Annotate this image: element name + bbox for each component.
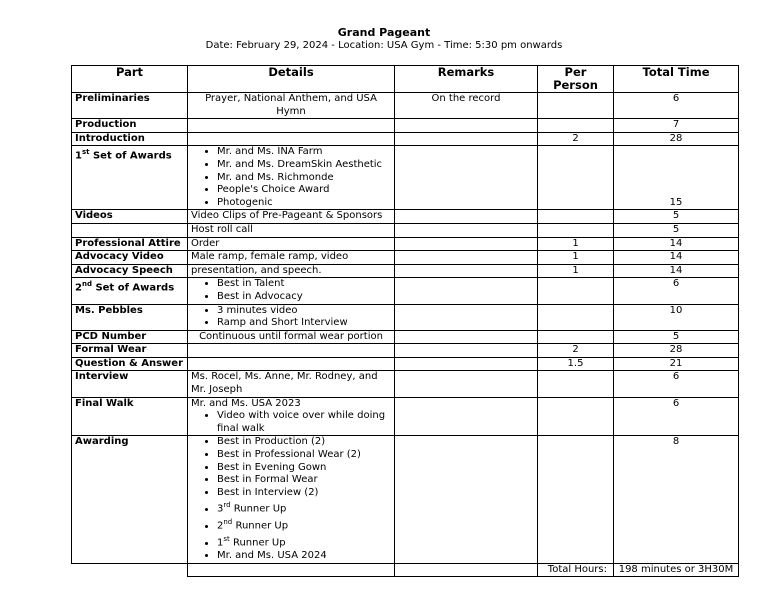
list-item: • Mr. and Ms. DreamSkin Aesthetic <box>217 159 391 172</box>
row-details <box>188 119 395 133</box>
row-remarks <box>395 223 538 237</box>
details-list <box>191 436 391 562</box>
row-remarks <box>395 371 538 397</box>
row-remarks: On the record <box>395 93 538 119</box>
table-row <box>72 278 739 304</box>
table-row <box>72 132 739 146</box>
details-text: Video Clips of Pre-Pageant & Sponsors <box>191 210 383 222</box>
row-remarks <box>395 251 538 265</box>
total-hours-label: Total Hours: <box>538 563 614 577</box>
row-details <box>188 237 395 251</box>
list-item: • Mr. and Ms. USA 2024 <box>217 550 391 563</box>
row-remarks <box>395 146 538 210</box>
row-details <box>188 223 395 237</box>
row-part: Formal Wear <box>72 344 188 358</box>
row-total-time: 6 <box>614 397 739 436</box>
table-row <box>72 251 739 265</box>
row-details <box>188 304 395 330</box>
table-row <box>72 304 739 330</box>
details-text: Continuous until formal wear portion <box>199 330 383 342</box>
row-part: Production <box>72 119 188 133</box>
row-total-time: 8 <box>614 436 739 563</box>
table-row <box>72 210 739 224</box>
row-remarks <box>395 132 538 146</box>
row-total-time: 6 <box>614 278 739 304</box>
row-total-time: 14 <box>614 251 739 265</box>
row-total-time: 6 <box>614 93 739 119</box>
document-subtitle: Date: February 29, 2024 - Location: USA Gym - Time: 5:30 pm onwards <box>205 40 563 51</box>
row-total-time: 6 <box>614 371 739 397</box>
table-row <box>72 93 739 119</box>
row-part: Question & Answer <box>72 357 188 371</box>
details-list <box>191 146 391 209</box>
row-details <box>188 278 395 304</box>
list-item: • Best in Production (2) <box>217 436 391 449</box>
row-details <box>188 330 395 344</box>
row-details <box>188 436 395 563</box>
table-header-row <box>72 66 739 93</box>
row-total-time: 28 <box>614 344 739 358</box>
row-remarks <box>395 330 538 344</box>
row-details <box>188 210 395 224</box>
list-item: • 2nd Runner Up <box>217 516 391 533</box>
row-part: 2nd Set of Awards <box>72 278 188 304</box>
row-remarks <box>395 264 538 278</box>
row-part: Introduction <box>72 132 188 146</box>
details-text: presentation, and speech. <box>191 264 322 276</box>
table-row <box>72 223 739 237</box>
details-text: Male ramp, female ramp, video <box>191 251 349 263</box>
details-text: Order <box>191 237 220 249</box>
row-per-person <box>538 93 614 119</box>
row-details <box>188 357 395 371</box>
row-details <box>188 371 395 397</box>
column-header-per-person: Per Person <box>538 66 614 93</box>
list-item: • Best in Evening Gown <box>217 462 391 475</box>
document-title: Grand Pageant <box>337 26 431 39</box>
list-item: • Best in Interview (2) <box>217 487 391 500</box>
row-per-person <box>538 278 614 304</box>
row-total-time: 5 <box>614 223 739 237</box>
row-details <box>188 344 395 358</box>
row-part: Interview <box>72 371 188 397</box>
table-row <box>72 146 739 210</box>
details-text: Host roll call <box>191 223 253 235</box>
list-item: • Best in Formal Wear <box>217 474 391 487</box>
row-details <box>188 397 395 436</box>
details-list <box>191 278 391 303</box>
list-item: • Mr. and Ms. INA Farm <box>217 146 391 159</box>
row-total-time: 28 <box>614 132 739 146</box>
row-part: Awarding <box>72 436 188 563</box>
total-empty-cell <box>72 563 188 577</box>
row-part: Ms. Pebbles <box>72 304 188 330</box>
table-row <box>72 330 739 344</box>
row-part: 1st Set of Awards <box>72 146 188 210</box>
list-item: • Best in Professional Wear (2) <box>217 449 391 462</box>
row-part: Advocacy Video <box>72 251 188 265</box>
row-remarks <box>395 357 538 371</box>
details-list <box>191 410 391 435</box>
row-per-person: 2 <box>538 344 614 358</box>
row-details <box>188 132 395 146</box>
total-empty-cell <box>395 563 538 577</box>
list-item: • Best in Talent <box>217 278 391 291</box>
table-row <box>72 357 739 371</box>
total-empty-cell <box>188 563 395 577</box>
row-part: Professional Attire <box>72 237 188 251</box>
list-item: • Mr. and Ms. Richmonde <box>217 172 391 185</box>
row-per-person: 1.5 <box>538 357 614 371</box>
row-per-person <box>538 146 614 210</box>
row-remarks <box>395 304 538 330</box>
row-total-time: 5 <box>614 330 739 344</box>
row-total-time: 21 <box>614 357 739 371</box>
row-per-person <box>538 304 614 330</box>
row-part <box>72 223 188 237</box>
total-row <box>72 563 739 577</box>
table-row <box>72 344 739 358</box>
row-per-person: 1 <box>538 237 614 251</box>
row-per-person: 1 <box>538 264 614 278</box>
row-part: Videos <box>72 210 188 224</box>
row-remarks <box>395 237 538 251</box>
column-header-total-time: Total Time <box>614 66 739 93</box>
list-item: • Best in Advocacy <box>217 291 391 304</box>
row-remarks <box>395 210 538 224</box>
row-details <box>188 93 395 119</box>
table-row <box>72 264 739 278</box>
row-remarks <box>395 436 538 563</box>
details-list <box>191 305 391 330</box>
list-item: • Ramp and Short Interview <box>217 317 391 330</box>
details-text: Ms. Rocel, Ms. Anne, Mr. Rodney, and Mr. Joseph <box>191 371 378 396</box>
row-per-person <box>538 330 614 344</box>
row-remarks <box>395 119 538 133</box>
row-total-time: 10 <box>614 304 739 330</box>
list-item: • Video with voice over while doing final walk <box>217 410 391 435</box>
table-row <box>72 397 739 436</box>
list-item: • Photogenic <box>217 197 391 210</box>
row-remarks <box>395 344 538 358</box>
row-details <box>188 251 395 265</box>
details-text: Mr. and Ms. USA 2023 <box>191 397 301 409</box>
schedule-table <box>71 65 739 577</box>
row-per-person <box>538 223 614 237</box>
row-per-person <box>538 397 614 436</box>
row-per-person <box>538 119 614 133</box>
details-text: Prayer, National Anthem, and USA Hymn <box>205 93 377 117</box>
row-per-person <box>538 210 614 224</box>
row-per-person: 1 <box>538 251 614 265</box>
row-per-person <box>538 436 614 563</box>
row-details <box>188 146 395 210</box>
total-hours-value: 198 minutes or 3H30M <box>614 563 739 577</box>
list-item: • 1st Runner Up <box>217 533 391 550</box>
row-total-time: 7 <box>614 119 739 133</box>
list-item: • 3 minutes video <box>217 305 391 318</box>
table-row <box>72 371 739 397</box>
row-part: Advocacy Speech <box>72 264 188 278</box>
row-total-time: 5 <box>614 210 739 224</box>
column-header-part: Part <box>72 66 188 93</box>
row-details <box>188 264 395 278</box>
table-row <box>72 436 739 563</box>
row-total-time: 14 <box>614 237 739 251</box>
column-header-details: Details <box>188 66 395 93</box>
row-part: Final Walk <box>72 397 188 436</box>
row-per-person <box>538 371 614 397</box>
row-remarks <box>395 397 538 436</box>
row-part: Preliminaries <box>72 93 188 119</box>
column-header-remarks: Remarks <box>395 66 538 93</box>
table-row <box>72 119 739 133</box>
row-total-time: 14 <box>614 264 739 278</box>
row-part: PCD Number <box>72 330 188 344</box>
row-remarks <box>395 278 538 304</box>
list-item: • People's Choice Award <box>217 184 391 197</box>
row-total-time: 15 <box>614 146 739 210</box>
table-row <box>72 237 739 251</box>
list-item: • 3rd Runner Up <box>217 499 391 516</box>
row-per-person: 2 <box>538 132 614 146</box>
